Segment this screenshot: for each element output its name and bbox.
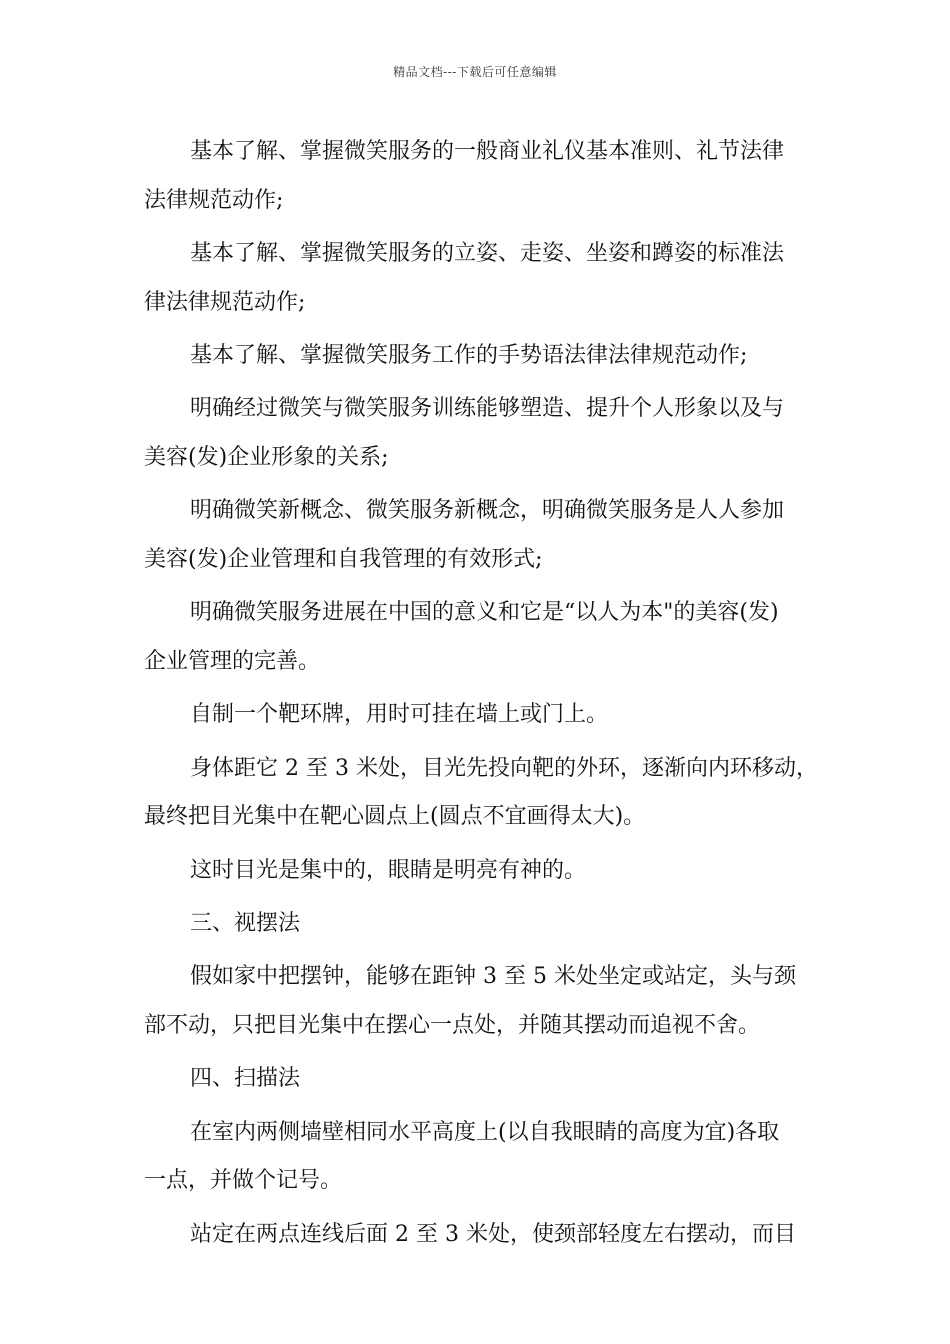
paragraph-1 (144, 128, 834, 225)
paragraph-line: 明确微笑新概念、微笑服务新概念，明确微笑服务是人人参加 (190, 498, 785, 524)
paragraph-line: 在室内两侧墙壁相同水平高度上(以自我眼睛的高度为宜)各取 (190, 1119, 780, 1145)
paragraph-line: 美容(发)企业形象的关系; (144, 444, 389, 470)
paragraph-4 (144, 385, 834, 482)
paragraph-line: 假如家中把摆钟，能够在距钟 3 至 5 米处坐定或站定，头与颈 (190, 964, 796, 990)
paragraph-line: 基本了解、掌握微笑服务的立姿、走姿、坐姿和蹲姿的标准法 (190, 240, 785, 266)
paragraph-2 (144, 230, 834, 327)
paragraph-8 (144, 745, 834, 842)
paragraph-line: 基本了解、掌握微笑服务的一般商业礼仪基本准则、礼节法律 (190, 139, 785, 164)
paragraph-line: 明确微笑服务进展在中国的意义和它是“以人为本"的美容(发) (190, 600, 779, 626)
paragraph-5 (144, 487, 834, 584)
section-heading-3 (144, 900, 834, 949)
section-heading-4 (144, 1055, 834, 1104)
paragraph-10 (144, 953, 834, 1050)
paragraph-9 (144, 847, 834, 896)
paragraph-6 (144, 589, 834, 686)
paragraph-line: 明确经过微笑与微笑服务训练能够塑造、提升个人形象以及与 (190, 396, 785, 422)
paragraph-line: 身体距它 2 至 3 米处，目光先投向靶的外环，逐渐向内环移动， (190, 755, 818, 781)
paragraph-11 (144, 1109, 834, 1206)
paragraph-line: 律法律规范动作; (144, 289, 306, 315)
paragraph-line: 部不动，只把目光集中在摆心一点处，并随其摆动而追视不舍。 (144, 1013, 761, 1039)
paragraph-line: 三、视摆法 (190, 911, 301, 937)
paragraph-line: 一点，并做个记号。 (144, 1168, 343, 1194)
paragraph-12 (144, 1211, 834, 1260)
paragraph-line: 这时目光是集中的，眼睛是明亮有神的。 (190, 857, 587, 883)
paragraph-7 (144, 691, 834, 740)
paragraph-line: 四、扫描法 (190, 1066, 301, 1092)
paragraph-3 (144, 332, 834, 381)
page-header: 精品文档---下载后可任意编辑 (393, 65, 557, 79)
paragraph-line: 美容(发)企业管理和自我管理的有效形式; (144, 546, 543, 572)
paragraph-line: 站定在两点连线后面 2 至 3 米处，使颈部轻度左右摆动，而目 (190, 1221, 796, 1247)
paragraph-line: 企业管理的完善。 (144, 648, 321, 674)
paragraph-line: 基本了解、掌握微笑服务工作的手势语法律法律规范动作; (190, 342, 748, 368)
document-body (144, 128, 834, 1264)
paragraph-line: 最终把目光集中在靶心圆点上(圆点不宜画得太大)。 (144, 804, 646, 830)
paragraph-line: 法律规范动作; (144, 187, 284, 213)
paragraph-line: 自制一个靶环牌，用时可挂在墙上或门上。 (190, 702, 609, 728)
